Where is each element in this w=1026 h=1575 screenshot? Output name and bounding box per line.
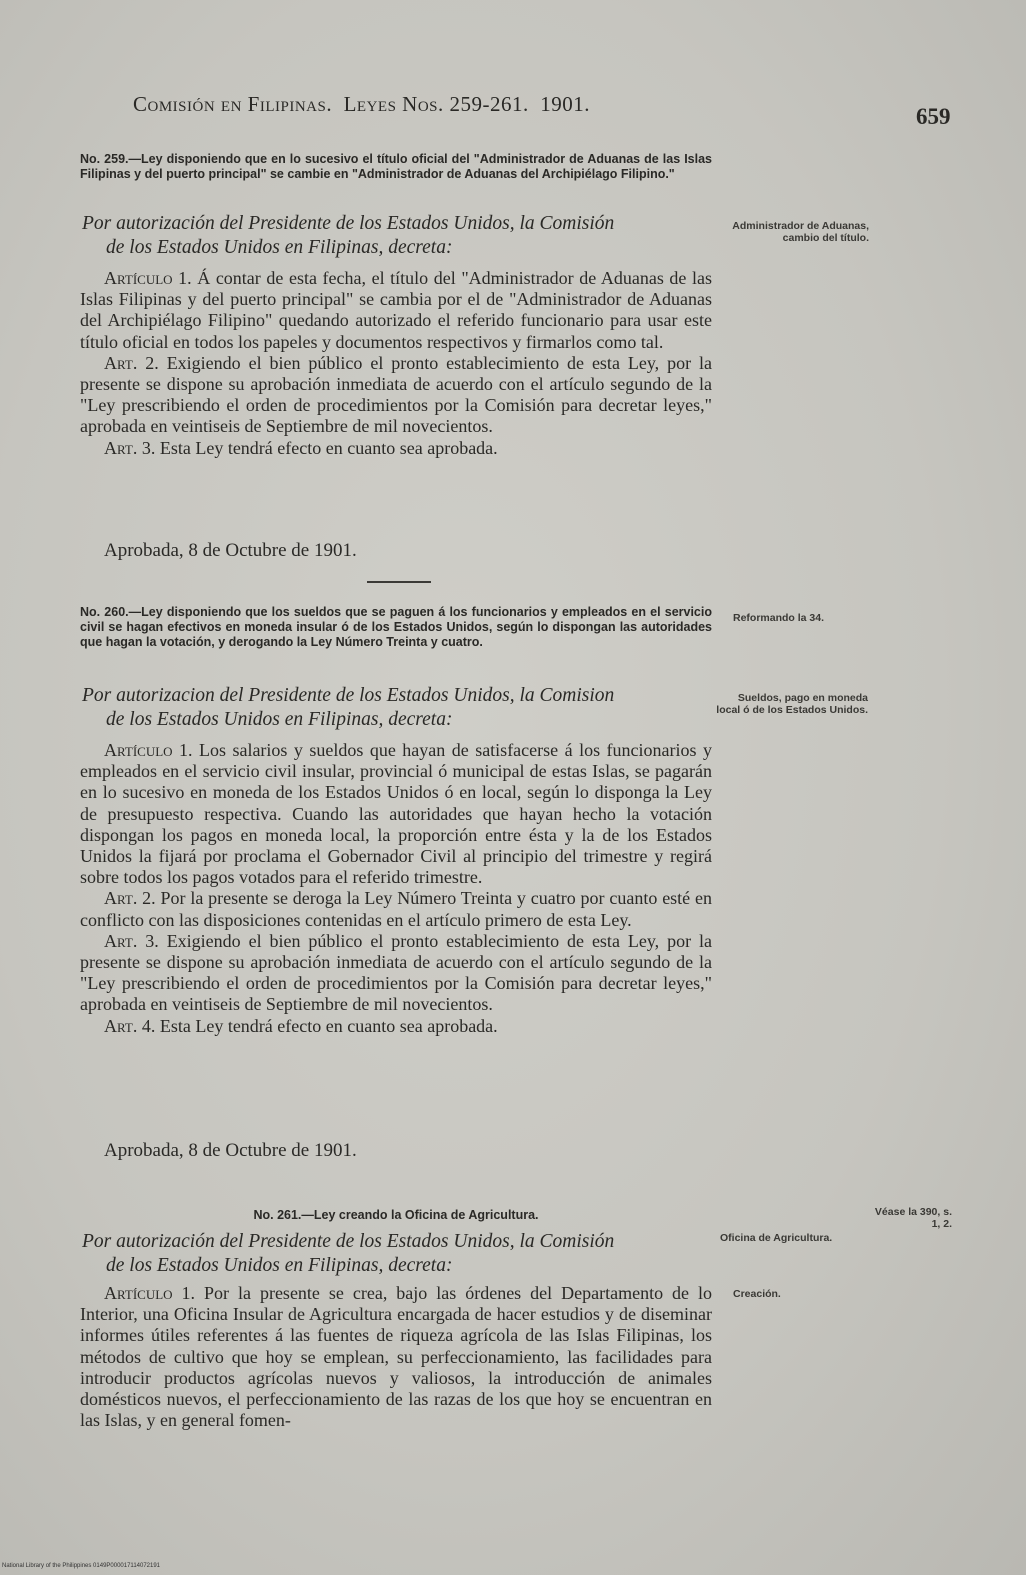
article-text: Los salarios y sueldos que hayan de satisfacerse á los funcionarios y empleados en el servicio civil insular, provincial ó municipal de estas Islas, se pagarán en lo sucesivo en moneda de los Estados Unidos ó en local, según lo disponga la Ley de presupuesto respectiva. Cuando las autoridades que hayan hecho la votación dispongan los pagos en moneda local, la proporción entre ésta y la de los Estados Unidos la fijará por proclama el Gobernador Civil al principio del trimestre y regirá sobre todos los pagos votados para el referido trimestre. [80, 740, 712, 888]
law-259-decree [82, 212, 712, 260]
law-259-approved: Aprobada, 8 de Octubre de 1901. [104, 540, 357, 561]
section-divider [367, 581, 431, 583]
law-261-title: No. 261.—Ley creando la Oficina de Agricultura. [253, 1208, 539, 1222]
margin-note-reformando: Reformando la 34. [733, 612, 825, 624]
law-261-art1 [80, 1283, 712, 1431]
page-number: 659 [916, 104, 951, 129]
law-260-art3 [80, 931, 712, 1016]
law-260-approved: Aprobada, 8 de Octubre de 1901. [104, 1140, 357, 1161]
article-text: Esta Ley tendrá efecto en cuanto sea aprobada. [159, 437, 498, 458]
margin-note-creacion: Creación. [733, 1288, 781, 1300]
law-261-decree-line2: de los Estados Unidos en Filipinas, decreta: [106, 1255, 453, 1276]
article-text: Por la presente se crea, bajo las órdenes del Departamento de lo Interior, una Oficina Insular de Agricultura encargada de hacer estudios y de diseminar informes útiles referentes á las fuentes de riqueza agrícola de las Islas Filipinas, los métodos de cultivo que hoy se emplean, su perfeccionamiento, las facilidades para introducir productos agrícolas nuevos y valiosos, la introducción de animales domésticos nuevos, el perfeccionamiento de las razas de los que hoy se encuentran en las Islas, y en general fomen- [80, 1283, 713, 1431]
law-260-art2 [80, 888, 712, 930]
article-label: Artículo 1. [104, 1283, 196, 1303]
law-260-decree-line2: de los Estados Unidos en Filipinas, decreta: [106, 709, 453, 730]
margin-note-oficina: Oficina de Agricultura. [720, 1232, 833, 1244]
article-label: Art. 3. [104, 437, 156, 458]
running-header [133, 92, 590, 117]
article-text: Exigiendo el bien público el pronto establecimiento de esta Ley, por la presente se dispone su aprobación inmediata de acuerdo con el artículo segundo de la "Ley prescribiendo el orden de procedimientos por la Comisión para decretar leyes," aprobada en veintiseis de Septiembre de mil novecientos. [80, 352, 712, 437]
footer-credit: National Library of the Philippines 0149P000017114072191 [2, 1563, 161, 1569]
article-label: Art. 3. [104, 930, 159, 951]
law-260-decree-line1: Por autorizacion del Presidente de los Estados Unidos, la Comision [82, 685, 615, 706]
law-259-art3 [80, 438, 712, 459]
law-260-decree [82, 684, 712, 732]
article-label: Artículo 1. [104, 268, 192, 288]
law-259-art2 [80, 353, 712, 438]
header-year: 1901. [540, 92, 591, 116]
article-text: Esta Ley tendrá efecto en cuanto sea aprobada. [159, 1015, 498, 1036]
law-261-body [80, 1283, 712, 1431]
article-label: Art. 2. [104, 888, 156, 909]
law-260-art1 [80, 740, 712, 888]
law-260-art4 [80, 1016, 712, 1037]
margin-note-administrador: Administrador de Aduanas, cambio del título. [732, 220, 869, 244]
margin-note-sueldos: Sueldos, pago en moneda local ó de los Estados Unidos. [716, 692, 868, 716]
law-260-body [80, 740, 712, 1037]
header-title-laws: Leyes Nos. 259-261. [343, 92, 529, 116]
article-text: Exigiendo el bien público el pronto establecimiento de esta Ley, por la presente se dispone su aprobación inmediata de acuerdo con el artículo segundo de la "Ley prescribiendo el orden de procedimientos por la Comisión para decretar leyes," aprobada en veintiseis de Septiembre de mil novecientos. [80, 930, 712, 1015]
article-text: Por la presente se deroga la Ley Número Treinta y cuatro por cuanto esté en conflicto con las disposiciones contenidas en el artículo primero de esta Ley. [80, 888, 712, 930]
header-title-prefix: Comisión en Filipinas. [133, 92, 333, 116]
article-text: Á contar de esta fecha, el título del "Administrador de Aduanas de las Islas Filipinas y del puerto principal" se cambia por el de "Administrador de Aduanas del Archipiélago Filipino" quedando autorizado el referido funcionario para usar este título oficial en todos los papeles y documentos respectivos y firmarlos como tal. [80, 268, 712, 352]
law-261-decree [82, 1230, 712, 1278]
article-label: Art. 4. [104, 1015, 156, 1036]
article-label: Art. 2. [104, 352, 159, 373]
law-259-art1 [80, 268, 712, 353]
article-label: Artículo 1. [104, 740, 193, 760]
law-261-decree-line1: Por autorización del Presidente de los Estados Unidos, la Comisión [82, 1231, 615, 1252]
margin-note-vease: Véase la 390, s. 1, 2. [874, 1206, 952, 1230]
law-259-body [80, 268, 712, 459]
law-260-title: No. 260.—Ley disponiendo que los sueldos que se paguen á los funcionarios y empleados en el servicio civil se hagan efectivos en moneda insular ó de los Estados Unidos, según lo dispongan las autoridades que hagan la votación, y derogando la Ley Número Treinta y cuatro. [80, 605, 712, 649]
law-259-title: No. 259.—Ley disponiendo que en lo sucesivo el título oficial del "Administrador de Aduanas de las Islas Filipinas y del puerto principal" se cambie en "Administrador de Aduanas del Archipiélago Filipino." [80, 152, 712, 181]
law-259-decree-line2: de los Estados Unidos en Filipinas, decreta: [106, 237, 453, 258]
law-259-decree-line1: Por autorización del Presidente de los Estados Unidos, la Comisión [82, 213, 615, 234]
